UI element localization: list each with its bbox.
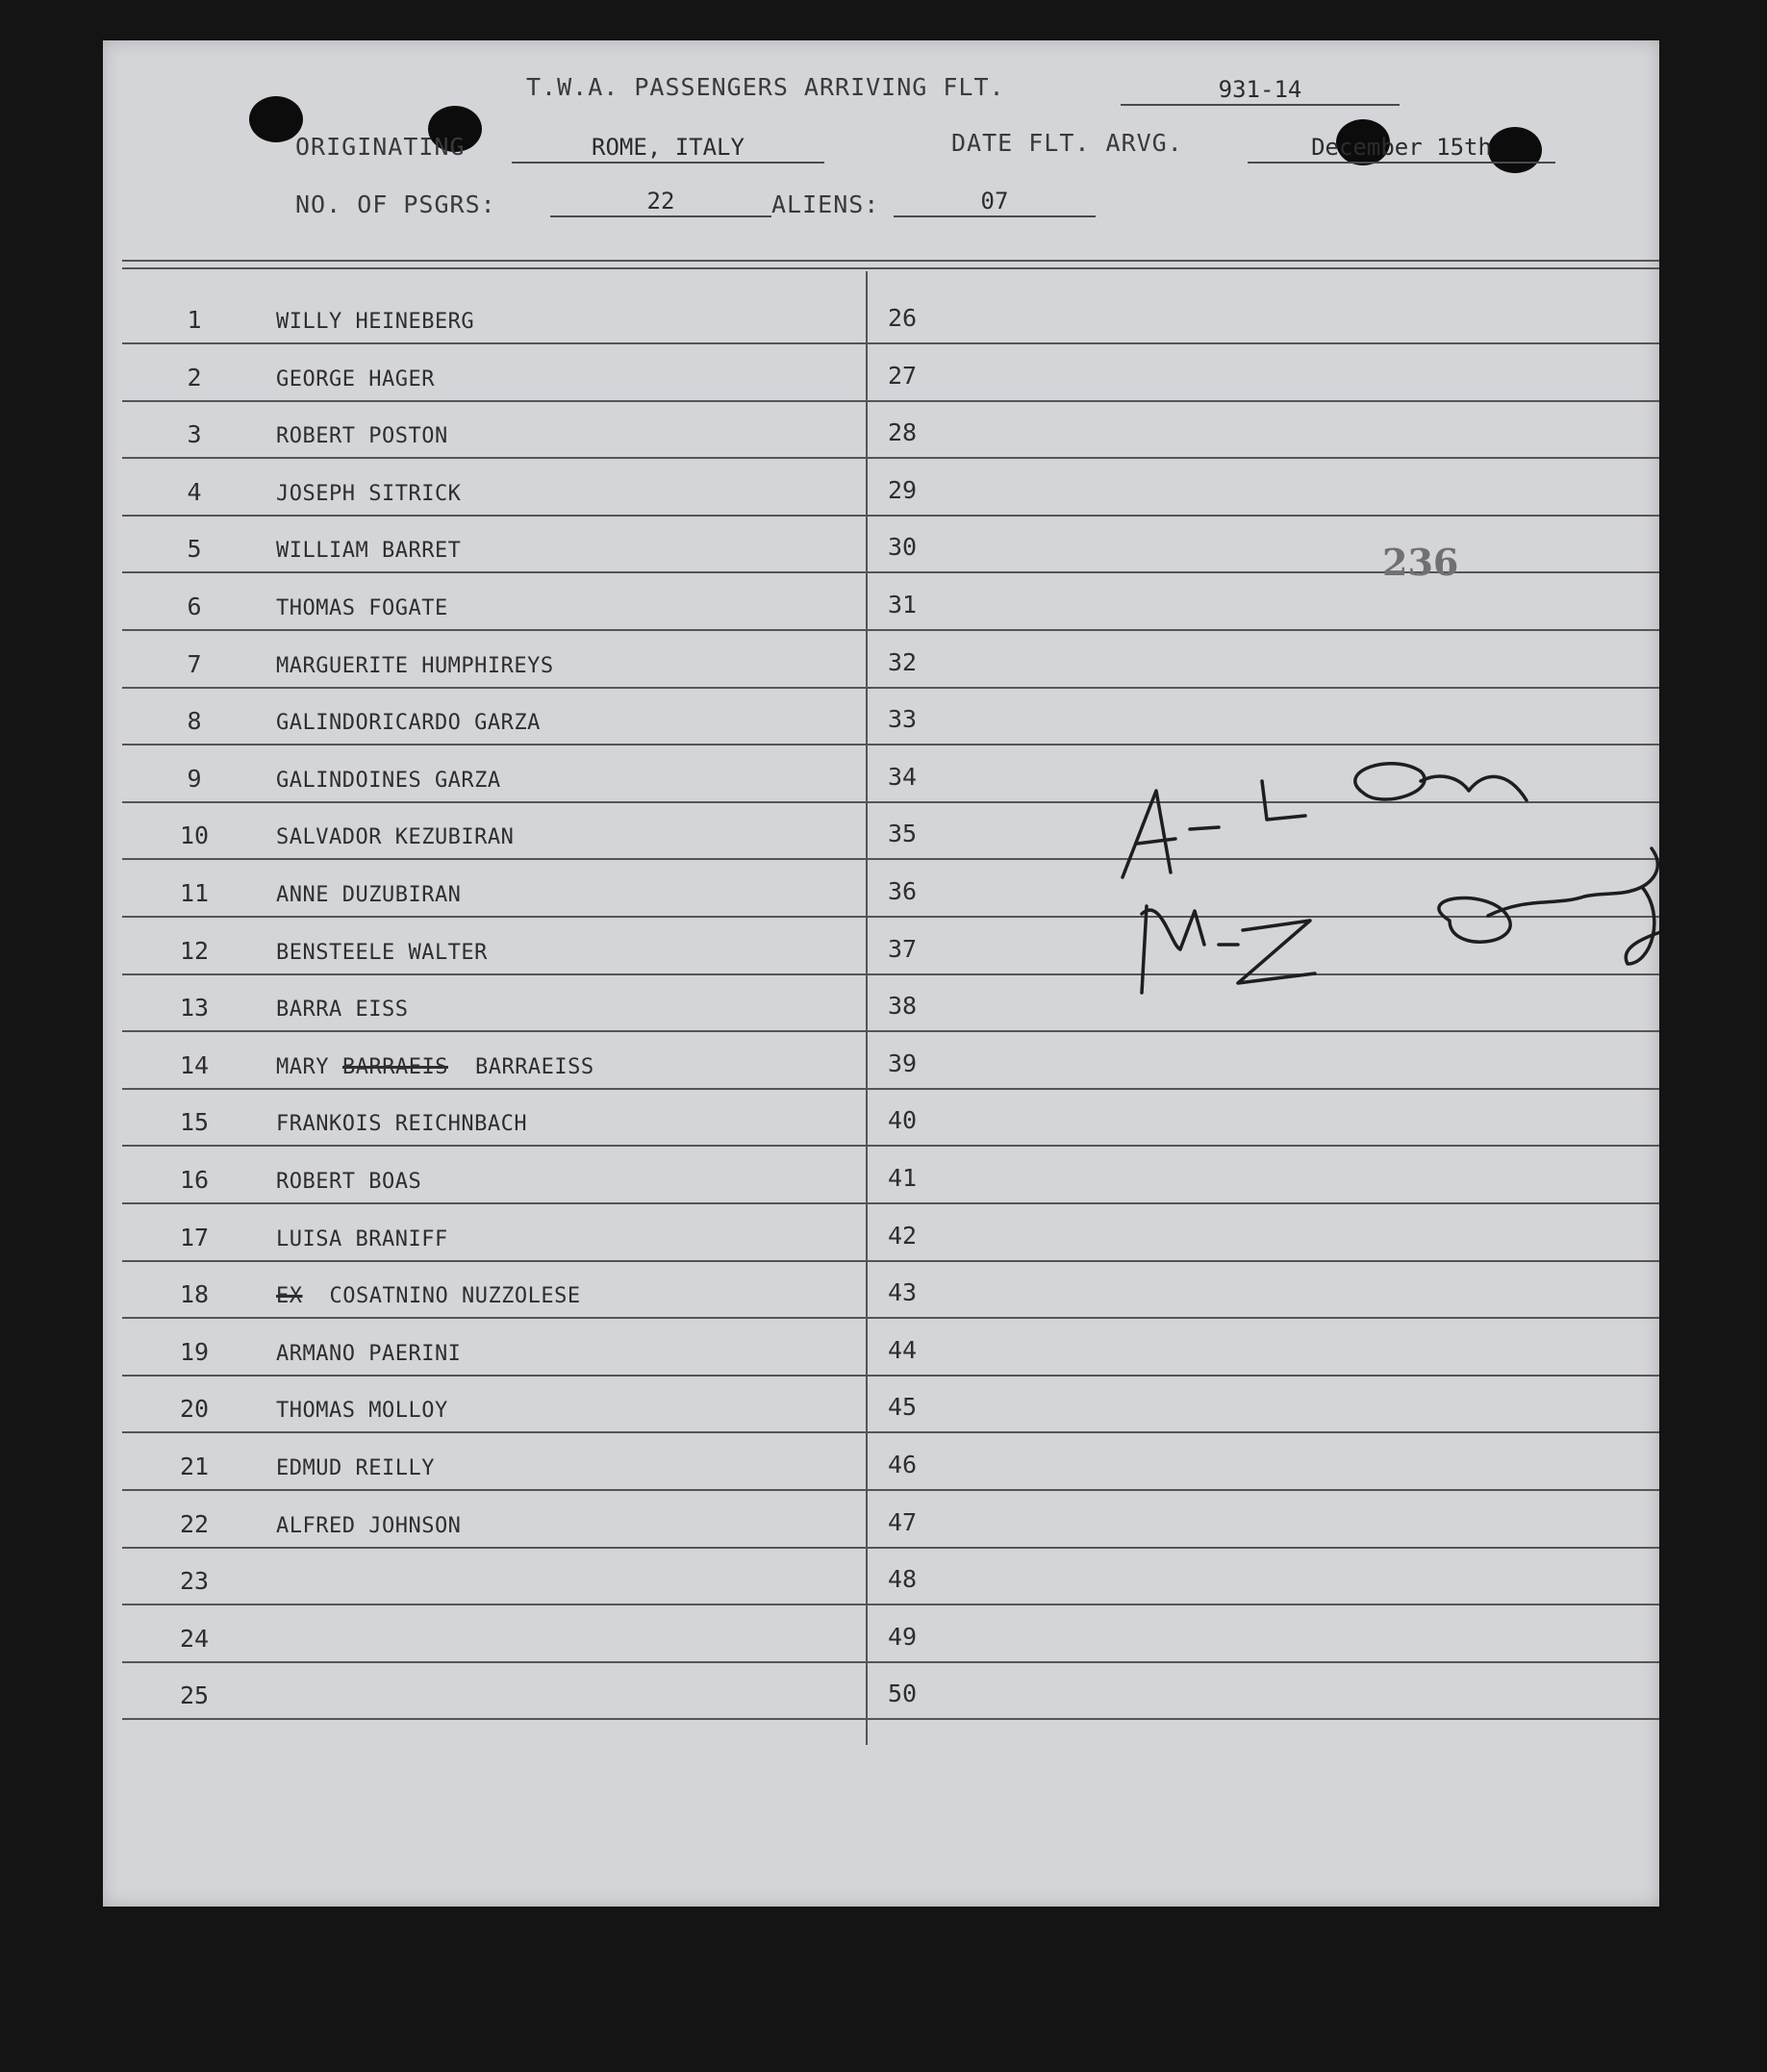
row-rule (122, 1088, 1659, 1090)
row-number-right: 29 (887, 475, 918, 504)
row-number-left: 3 (187, 420, 202, 449)
row-number-left: 13 (179, 994, 210, 1023)
passenger-name: SALVADOR KEZUBIRAN (276, 825, 515, 850)
originating-label: ORIGINATING (295, 133, 466, 161)
row-number-left: 9 (187, 764, 202, 793)
row-number-left: 17 (179, 1223, 210, 1251)
row-number-left: 18 (179, 1280, 210, 1309)
row-number-left: 21 (179, 1453, 210, 1480)
passenger-name: GALINDORICARDO GARZA (276, 711, 541, 736)
row-number-left: 14 (179, 1050, 210, 1079)
row-number-right: 40 (887, 1106, 918, 1135)
row-rule (122, 1489, 1659, 1491)
row-number-right: 32 (887, 647, 918, 676)
row-number-right: 30 (887, 533, 918, 562)
passenger-name: ALFRED JOHNSON (276, 1513, 462, 1538)
passenger-name: GALINDOINES GARZA (276, 768, 501, 793)
manifest-title: T.W.A. PASSENGERS ARRIVING FLT. (526, 73, 1005, 101)
row-number-right: 31 (887, 591, 918, 619)
row-rule (122, 687, 1659, 689)
row-number-right: 44 (887, 1335, 918, 1364)
row-rule (122, 1604, 1659, 1605)
header-rule-2 (122, 267, 1659, 269)
row-number-left: 15 (179, 1108, 210, 1137)
row-rule (122, 1431, 1659, 1433)
row-rule (122, 515, 1659, 517)
row-number-right: 46 (887, 1451, 918, 1478)
passenger-name: GEORGE HAGER (276, 366, 435, 392)
row-number-right: 39 (887, 1049, 918, 1077)
row-number-left: 24 (179, 1624, 210, 1653)
row-number-right: 37 (887, 934, 918, 963)
row-number-left: 7 (187, 649, 202, 678)
row-number-right: 36 (887, 877, 918, 905)
passenger-name: MARGUERITE HUMPHIREYS (276, 653, 554, 678)
row-number-left: 12 (179, 936, 210, 965)
row-rule (122, 744, 1659, 745)
row-number-right: 50 (887, 1680, 918, 1708)
passenger-name: ROBERT POSTON (276, 424, 448, 449)
struck-text: EX (276, 1284, 303, 1309)
row-rule (122, 342, 1659, 344)
passenger-first-name: MARY (276, 1054, 329, 1079)
passenger-name: ROBERT BOAS (276, 1170, 422, 1194)
passenger-name: EDMUD REILLY (276, 1456, 435, 1480)
row-rule (122, 1375, 1659, 1377)
row-number-left: 22 (179, 1509, 210, 1538)
row-number-left: 5 (187, 535, 202, 564)
row-number-left: 10 (179, 821, 210, 850)
date-value: December 15th (1248, 133, 1555, 164)
aliens-label: ALIENS: (771, 190, 880, 218)
row-number-left: 6 (187, 593, 202, 620)
row-rule (122, 1145, 1659, 1147)
row-number-right: 35 (887, 820, 918, 848)
column-divider (866, 271, 868, 1745)
row-rule (122, 1030, 1659, 1032)
row-number-right: 49 (887, 1622, 918, 1651)
row-number-left: 2 (187, 363, 202, 392)
row-number-right: 33 (887, 705, 918, 734)
row-number-left: 11 (179, 879, 210, 907)
num-psgrs-value: 22 (550, 187, 771, 217)
row-number-right: 38 (887, 992, 918, 1021)
passenger-name: FRANKOIS REICHNBACH (276, 1112, 528, 1137)
passenger-name: JOSEPH SITRICK (276, 481, 462, 506)
aliens-value: 07 (894, 187, 1096, 217)
passenger-name: BARRA EISS (276, 998, 409, 1023)
passenger-name: BENSTEELE WALTER (276, 940, 488, 965)
passenger-name (276, 1055, 594, 1079)
passenger-name: ANNE DUZUBIRAN (276, 883, 462, 907)
row-number-right: 47 (887, 1507, 918, 1536)
struck-text: BARRAEIS (341, 1054, 448, 1079)
row-number-right: 41 (887, 1164, 918, 1192)
manifest-page (103, 40, 1659, 1907)
row-number-right: 48 (887, 1565, 918, 1594)
stamp-number: 236 (1382, 541, 1459, 584)
row-rule (122, 457, 1659, 459)
row-number-right: 45 (887, 1393, 918, 1422)
passenger-name-rest: COSATNINO NUZZOLESE (329, 1284, 581, 1309)
row-number-left: 8 (187, 707, 202, 736)
row-number-left: 1 (187, 306, 202, 334)
row-number-right: 27 (887, 361, 918, 390)
row-number-left: 20 (179, 1395, 210, 1424)
row-rule (122, 629, 1659, 631)
originating-value: ROME, ITALY (512, 133, 824, 164)
passenger-name-rest: BARRAEISS (474, 1054, 594, 1079)
row-rule (122, 1317, 1659, 1319)
row-number-left: 16 (179, 1166, 210, 1194)
passenger-name: LUISA BRANIFF (276, 1226, 448, 1251)
passenger-name: WILLY HEINEBERG (276, 310, 475, 334)
row-rule (122, 400, 1659, 402)
flight-number: 931-14 (1121, 75, 1400, 106)
row-number-right: 42 (887, 1221, 918, 1250)
header-rule-1 (122, 260, 1659, 262)
row-number-right: 28 (887, 418, 918, 447)
num-psgrs-label: NO. OF PSGRS: (295, 190, 496, 218)
row-rule (122, 1661, 1659, 1663)
date-label: DATE FLT. ARVG. (951, 129, 1183, 157)
row-number-left: 23 (179, 1567, 210, 1596)
passenger-name: THOMAS MOLLOY (276, 1399, 448, 1424)
passenger-name: WILLIAM BARRET (276, 539, 462, 564)
row-rule (122, 1202, 1659, 1204)
row-rule (122, 1718, 1659, 1720)
passenger-name (276, 1284, 581, 1308)
passenger-name: THOMAS FOGATE (276, 596, 448, 620)
row-number-right: 26 (887, 304, 918, 332)
row-number-right: 34 (887, 762, 918, 791)
row-number-left: 19 (179, 1337, 210, 1366)
passenger-name: ARMANO PAERINI (276, 1341, 462, 1366)
row-number-right: 43 (887, 1278, 918, 1307)
row-number-left: 4 (187, 477, 202, 506)
row-rule (122, 1547, 1659, 1549)
handwritten-annotation (1103, 752, 1659, 1002)
row-number-left: 25 (179, 1681, 210, 1710)
row-rule (122, 1260, 1659, 1262)
